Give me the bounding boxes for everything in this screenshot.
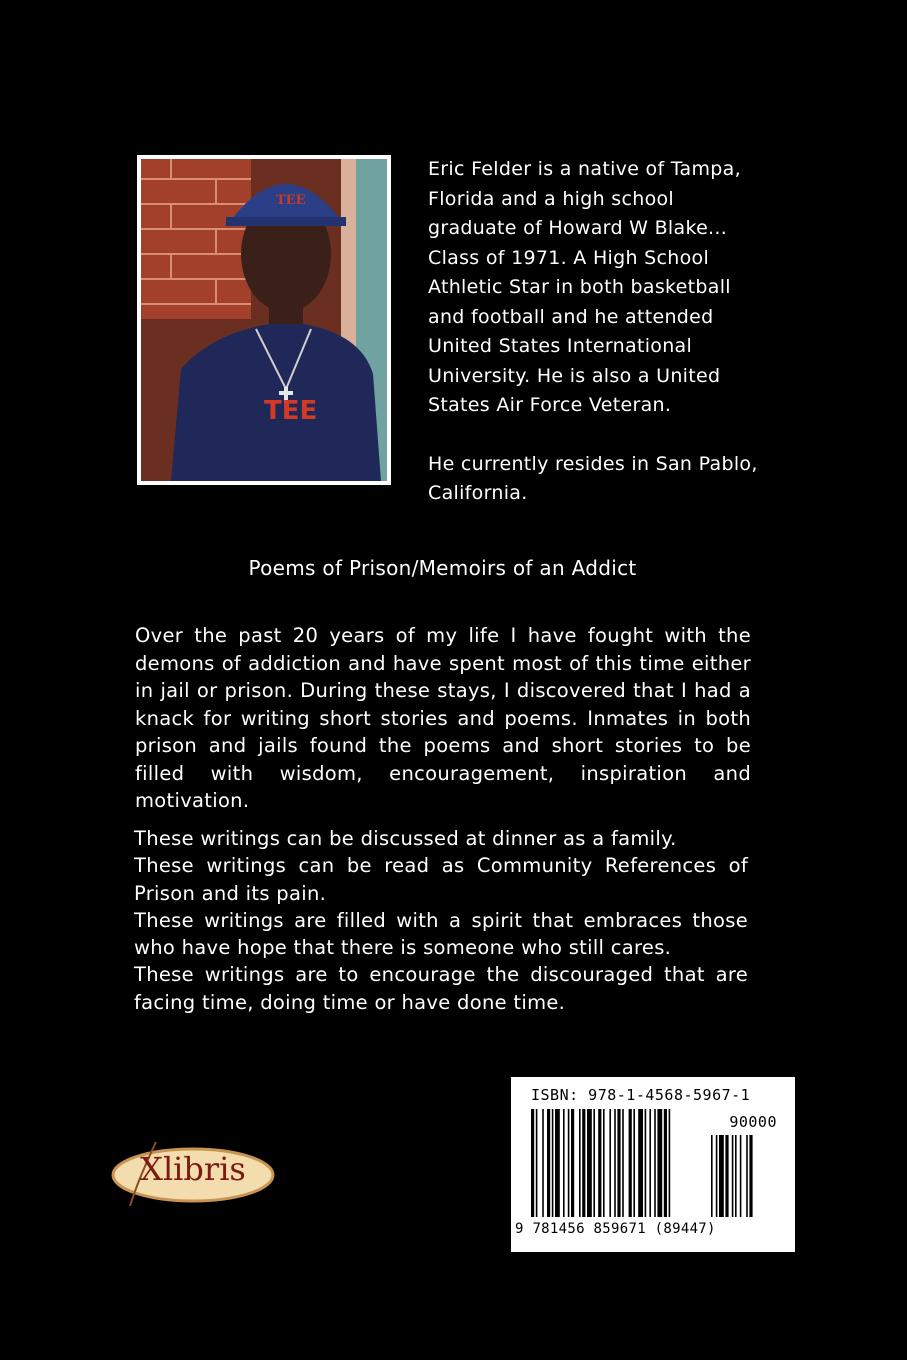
author-bio	[428, 155, 768, 509]
barcode-bar	[716, 1135, 718, 1217]
barcode-bar	[735, 1135, 737, 1217]
barcode-bar	[614, 1109, 616, 1217]
isbn-barcode	[511, 1077, 795, 1252]
book-title: Poems of Prison/Memoirs of an Addict	[248, 556, 637, 580]
barcode-bar	[638, 1109, 643, 1217]
barcode-bar	[555, 1109, 560, 1217]
barcode-digits: 9 781456 859671 (89447)	[515, 1221, 716, 1237]
barcode-bar	[649, 1109, 651, 1217]
cap-text: TEE	[276, 193, 306, 208]
barcode-bar	[579, 1109, 581, 1217]
barcode-bar	[664, 1109, 667, 1217]
publisher-logo-text: Xlibris	[140, 1150, 246, 1188]
barcode-bar	[746, 1135, 748, 1217]
barcode-bar	[629, 1109, 632, 1217]
barcode-bar	[593, 1109, 595, 1217]
barcode-bar	[622, 1109, 624, 1217]
barcode-bar	[732, 1135, 734, 1217]
author-photo	[137, 155, 391, 485]
barcode-bar	[654, 1109, 656, 1217]
isbn-number: ISBN: 978-1-4568-5967-1	[531, 1086, 751, 1104]
barcode-bar	[645, 1109, 647, 1217]
barcode-bar	[725, 1135, 728, 1217]
barcode-bar	[617, 1109, 620, 1217]
barcode-bar	[609, 1109, 611, 1217]
shirt-text: TEE	[264, 396, 318, 426]
barcode-bar	[603, 1109, 605, 1217]
barcode-bar	[719, 1135, 724, 1217]
barcode-bar	[657, 1109, 662, 1217]
barcode-bar	[669, 1109, 671, 1217]
barcode-bar	[542, 1109, 544, 1217]
barcode-bar	[587, 1109, 592, 1217]
writings-line-4: These writings are to encourage the discouraged that are facing time, doing time or have done time.	[134, 963, 748, 1014]
barcode-bar	[547, 1109, 550, 1217]
writings-line-1: These writings can be discussed at dinner as a family.	[134, 827, 677, 850]
barcode-bar	[531, 1109, 534, 1217]
barcode-bar	[749, 1135, 752, 1217]
barcode-bar	[598, 1109, 601, 1217]
barcode-bar	[563, 1109, 565, 1217]
barcode-bar	[633, 1109, 635, 1217]
bio-paragraph-1: Eric Felder is a native of Tampa, Florida and a high school graduate of Howard W Blake... Class of 1971. A High School Athletic Star in both basketball and football and he attended United States International University. He is also a United States Air Force Veteran.	[428, 158, 741, 416]
intro-paragraph: Over the past 20 years of my life I have fought with the demons of addiction and have spent most of this time either in jail or prison. During these stays, I discovered that I had a knack for writing short stories and poems. Inmates in both prison and jails found the poems and short stories to be filled with wisdom, encouragement, inspiration and motivation.	[135, 624, 751, 812]
barcode-bar	[711, 1135, 713, 1217]
writings-line-2: These writings can be read as Community References of Prison and its pain.	[134, 854, 748, 905]
barcode-bar	[568, 1109, 570, 1217]
publisher-logo	[108, 1140, 278, 1206]
price-code: 90000	[729, 1113, 777, 1131]
writings-line-3: These writings are filled with a spirit that embraces those who have hope that there is someone who still cares.	[134, 908, 748, 960]
barcode-bar	[536, 1109, 538, 1217]
writings-list	[134, 825, 748, 1016]
barcode-bar	[740, 1135, 742, 1217]
barcode-bar	[552, 1109, 554, 1217]
barcode-bar	[571, 1109, 574, 1217]
bio-paragraph-2: He currently resides in San Pablo, California.	[428, 452, 758, 504]
barcode-bar	[582, 1109, 585, 1217]
